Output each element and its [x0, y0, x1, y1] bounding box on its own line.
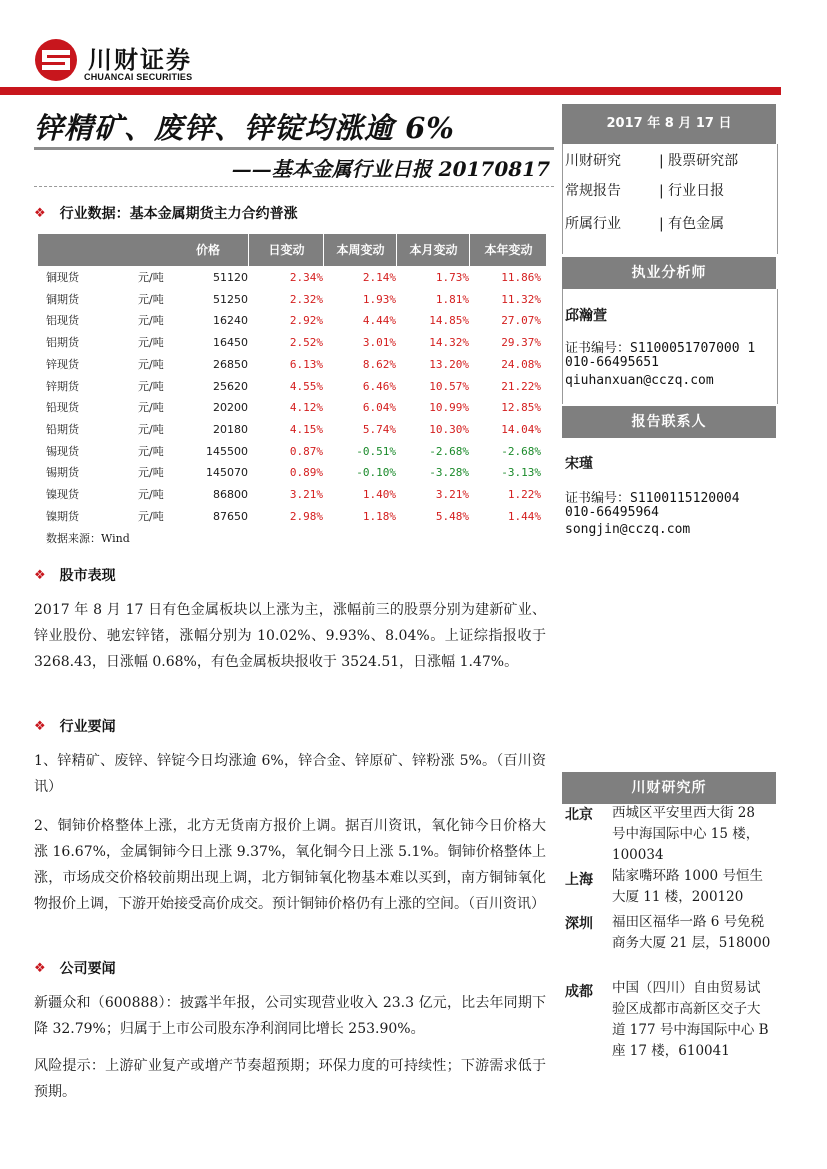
cell-name: 镍期货 — [46, 509, 79, 523]
institute-header: 川财研究所 — [562, 772, 776, 804]
table-row — [38, 289, 546, 311]
col-header-day: 日变动 — [248, 234, 324, 266]
cell-name: 锌现货 — [46, 357, 79, 371]
cell-unit: 元/吨 — [138, 379, 164, 393]
cell-unit: 元/吨 — [138, 444, 164, 458]
cell-year-change: 11.32% — [501, 292, 541, 306]
section-heading-text: 行业数据：基本金属期货主力合约普涨 — [59, 206, 298, 222]
cell-month-change: 10.30% — [429, 422, 469, 436]
table-row — [38, 484, 546, 506]
cell-week-change: -0.51% — [356, 444, 396, 458]
diamond-bullet-icon: ❖ — [34, 567, 46, 583]
cell-month-change: 10.99% — [429, 401, 469, 415]
market-paragraph: 2017 年 8 月 17 日有色金属板块以上涨为主，涨幅前三的股票分别为建新矿业、锌业股份、驰宏锌锗，涨幅分别为 10.02%、9.93%、8.04%。上证综指报收于 3268.43，日涨幅 0.68%，有色金属板块报收于 3524.51，日涨幅 1.47%。 — [34, 602, 546, 670]
cell-price: 145070 — [206, 466, 248, 480]
cell-name: 锡期货 — [46, 466, 79, 480]
col-header-price: 价格 — [195, 243, 220, 257]
cell-year-change: 14.04% — [501, 422, 541, 436]
cell-name: 镍现货 — [46, 488, 79, 501]
cell-day-change: 4.15% — [289, 422, 323, 436]
cell-price: 16450 — [213, 336, 248, 350]
cell-day-change: 0.89% — [289, 466, 323, 480]
cell-year-change: 12.85% — [501, 401, 541, 415]
cell-week-change: 4.44% — [362, 314, 396, 328]
address-city: 上海 — [565, 872, 593, 888]
meta-row — [565, 150, 738, 170]
cell-name: 铜现货 — [46, 271, 79, 284]
section-heading-industry-news — [34, 716, 116, 736]
cell-year-change: 1.22% — [507, 488, 541, 501]
report-title: 锌精矿、废锌、锌锭均涨逾 6% — [34, 111, 455, 145]
contact-cert: 证书编号：S1100115120004 — [565, 491, 740, 506]
section-heading-industry-data — [34, 203, 298, 223]
cell-price: 20200 — [213, 401, 248, 415]
cell-month-change: 5.48% — [435, 509, 469, 523]
address-city: 成都 — [565, 984, 593, 1000]
contact-name: 宋瑾 — [565, 456, 593, 472]
contact-email[interactable]: songjin@cczq.com — [565, 522, 691, 537]
section-heading-company-news — [34, 958, 116, 978]
cell-name: 铝期货 — [46, 336, 79, 350]
address-text: 西城区平安里西大街 28 号中海国际中心 15 楼，100034 — [612, 805, 760, 863]
cell-price: 51120 — [213, 271, 248, 284]
cell-unit: 元/吨 — [138, 401, 164, 415]
cell-month-change: 10.57% — [429, 379, 469, 393]
meta-key: 常规报告 — [565, 183, 621, 199]
table-row — [38, 376, 546, 398]
analyst-header: 执业分析师 — [562, 257, 776, 289]
cell-unit: 元/吨 — [138, 292, 164, 306]
diamond-bullet-icon: ❖ — [34, 718, 46, 734]
meta-key: 川财研究 — [565, 153, 621, 169]
address-city: 北京 — [565, 807, 593, 823]
meta-value: | 股票研究部 — [659, 150, 738, 170]
cell-unit: 元/吨 — [138, 314, 164, 328]
cell-week-change: 1.93% — [362, 292, 396, 306]
table-row — [38, 267, 546, 289]
analyst-name: 邱瀚萱 — [565, 308, 607, 324]
cell-month-change: 13.20% — [429, 357, 469, 371]
cell-week-change: 3.01% — [362, 336, 396, 350]
contact-header: 报告联系人 — [562, 406, 776, 438]
cell-price: 51250 — [213, 292, 248, 306]
cell-month-change: 1.73% — [435, 271, 469, 284]
cell-unit: 元/吨 — [138, 422, 164, 436]
cell-month-change: 14.85% — [429, 314, 469, 328]
cell-day-change: 0.87% — [289, 444, 323, 458]
diamond-bullet-icon: ❖ — [34, 205, 46, 221]
meta-key: 所属行业 — [565, 216, 621, 232]
subtitle-divider — [34, 186, 554, 188]
cell-day-change: 4.55% — [289, 379, 323, 393]
risk-paragraph: 风险提示：上游矿业复产或增产节奏超预期；环保力度的可持续性；下游需求低于预期。 — [34, 1058, 546, 1100]
cell-day-change: 2.92% — [289, 314, 323, 328]
report-subtitle: ——基本金属行业日报 20170817 — [231, 157, 550, 181]
cell-day-change: 6.13% — [289, 357, 323, 371]
cell-month-change: 1.81% — [435, 292, 469, 306]
address-text: 中国（四川）自由贸易试验区成都市高新区交子大道 177 号中海国际中心 B 座 17 楼，610041 — [612, 980, 769, 1059]
table-header — [38, 234, 546, 266]
cell-name: 铝现货 — [46, 314, 79, 328]
cell-year-change: 21.22% — [501, 379, 541, 393]
section-heading-text: 行业要闻 — [59, 719, 116, 735]
cell-day-change: 2.52% — [289, 336, 323, 350]
meta-row — [565, 180, 724, 200]
cell-year-change: 1.44% — [507, 509, 541, 523]
logo — [34, 38, 78, 82]
section-heading-market — [34, 565, 116, 585]
cell-week-change: 2.14% — [362, 271, 396, 284]
header-accent-bar — [0, 87, 781, 95]
news-paragraph-1: 1、锌精矿、废锌、锌锭今日均涨逾 6%，锌合金、锌原矿、锌粉涨 5%。（百川资讯） — [34, 753, 546, 795]
cell-day-change: 2.32% — [289, 292, 323, 306]
cell-year-change: -2.68% — [501, 444, 541, 458]
cell-week-change: -0.10% — [356, 466, 396, 480]
cell-year-change: 29.37% — [501, 336, 541, 350]
cell-year-change: 24.08% — [501, 357, 541, 371]
cell-name: 锌期货 — [46, 379, 79, 393]
brand-name-en: CHUANCAI SECURITIES — [84, 72, 193, 82]
section-heading-text: 公司要闻 — [59, 961, 116, 977]
cell-price: 86800 — [213, 488, 248, 501]
cell-price: 26850 — [213, 357, 248, 371]
brand-name: 川财证券 — [88, 46, 192, 74]
cell-day-change: 2.34% — [289, 271, 323, 284]
meta-value: | 行业日报 — [659, 180, 724, 200]
table-row — [38, 462, 546, 484]
cell-year-change: 27.07% — [501, 314, 541, 328]
data-source: 数据来源：Wind — [46, 532, 130, 545]
cell-month-change: 3.21% — [435, 488, 469, 501]
table-row — [38, 397, 546, 419]
cell-price: 87650 — [213, 509, 248, 523]
contact-phone: 010-66495964 — [565, 505, 659, 520]
meta-value: | 有色金属 — [659, 213, 724, 233]
report-date: 2017 年 8 月 17 日 — [562, 104, 776, 144]
col-header-year: 本年变动 — [469, 234, 547, 266]
cell-week-change: 1.18% — [362, 509, 396, 523]
cell-week-change: 8.62% — [362, 357, 396, 371]
news-paragraph-2: 2、铜铈价格整体上涨，北方无货南方报价上调。据百川资讯，氧化铈今日价格大涨 16.67%，金属铜铈今日上涨 9.37%，氧化铜今日上涨 5.1%。铜铈价格整体上涨，市场成交价格较前期出现上调，北方铜铈氧化物基本难以买到，南方铜铈氧化物报价上调，下游开始接受高价成交。预计铜铈价格仍有上涨的空间。（百川资讯） — [34, 818, 546, 912]
cell-unit: 元/吨 — [138, 336, 164, 350]
address-city: 深圳 — [565, 916, 593, 932]
table-row — [38, 419, 546, 441]
cell-price: 145500 — [206, 444, 248, 458]
analyst-email[interactable]: qiuhanxuan@cczq.com — [565, 373, 714, 388]
cell-unit: 元/吨 — [138, 509, 164, 523]
company-paragraph: 新疆众和（600888）：披露半年报，公司实现营业收入 23.3 亿元，比去年同期下降 32.79%；归属于上市公司股东净利润同比增长 253.90%。 — [34, 995, 546, 1037]
cell-day-change: 3.21% — [289, 488, 323, 501]
table-row — [38, 310, 546, 332]
cell-week-change: 6.46% — [362, 379, 396, 393]
cell-price: 25620 — [213, 379, 248, 393]
cell-price: 20180 — [213, 422, 248, 436]
table-row — [38, 506, 546, 528]
cell-week-change: 6.04% — [362, 401, 396, 415]
table-row — [38, 354, 546, 376]
cell-month-change: 14.32% — [429, 336, 469, 350]
cell-year-change: -3.13% — [501, 466, 541, 480]
cell-unit: 元/吨 — [138, 466, 164, 480]
cell-day-change: 2.98% — [289, 509, 323, 523]
cell-month-change: -2.68% — [429, 444, 469, 458]
cell-name: 铅期货 — [46, 422, 79, 436]
cell-unit: 元/吨 — [138, 357, 164, 371]
cell-month-change: -3.28% — [429, 466, 469, 480]
meta-row — [565, 213, 724, 233]
analyst-phone: 010-66495651 — [565, 355, 659, 370]
cell-week-change: 5.74% — [362, 422, 396, 436]
diamond-bullet-icon: ❖ — [34, 960, 46, 976]
cell-price: 16240 — [213, 314, 248, 328]
table-row — [38, 332, 546, 354]
col-header-month: 本月变动 — [396, 234, 470, 266]
title-divider — [34, 147, 554, 150]
analyst-cert: 证书编号：S1100051707000 1 — [565, 341, 756, 356]
cell-unit: 元/吨 — [138, 488, 164, 501]
section-heading-text: 股市表现 — [59, 568, 116, 584]
address-text: 福田区福华一路 6 号免税商务大厦 21 层，518000 — [612, 914, 771, 951]
col-header-week: 本周变动 — [323, 234, 397, 266]
table-row — [38, 441, 546, 463]
cell-name: 铜期货 — [46, 292, 79, 306]
cell-week-change: 1.40% — [362, 488, 396, 501]
cell-name: 铅现货 — [46, 401, 79, 415]
cell-name: 锡现货 — [46, 444, 79, 458]
address-text: 陆家嘴环路 1000 号恒生大厦 11 楼，200120 — [612, 868, 763, 905]
cell-year-change: 11.86% — [501, 271, 541, 284]
cell-unit: 元/吨 — [138, 271, 164, 284]
logo-mark-icon — [34, 38, 78, 82]
cell-day-change: 4.12% — [289, 401, 323, 415]
